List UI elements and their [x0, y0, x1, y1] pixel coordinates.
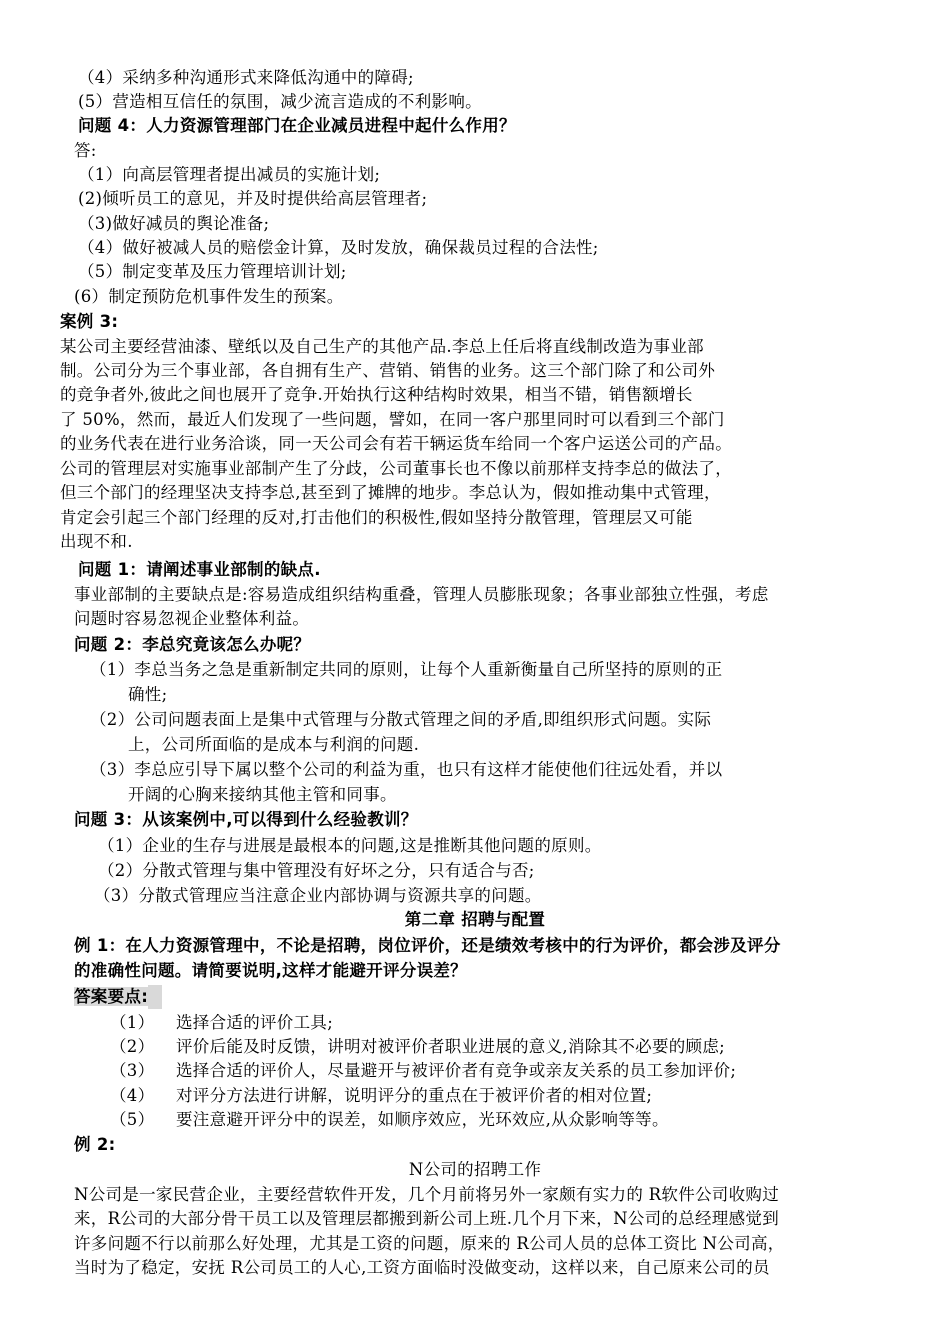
list-number: （5）: [110, 1110, 155, 1129]
text-line: （3)做好减员的舆论准备;: [78, 214, 270, 233]
list-text: 选择合适的评价工具;: [176, 1013, 334, 1032]
text-line: （1）企业的生存与进展是最根本的问题,这是推断其他问题的原则。: [98, 836, 602, 855]
text-line: 上，公司所面临的是成本与利润的问题.: [128, 735, 420, 754]
text-line: （5）制定变革及压力管理培训计划;: [78, 262, 347, 281]
text-line: 事业部制的主要缺点是:容易造成组织结构重叠，管理人员膨胀现象；各事业部独立性强，考虑: [74, 585, 769, 604]
text-line: 了 50%，然而，最近人们发现了一些问题，譬如，在同一客户那里同时可以看到三个部门: [60, 410, 725, 429]
text-line: 确性;: [128, 685, 168, 704]
text-line: 来，R公司的大部分骨干员工以及管理层都搬到新公司上班.几个月下来，N公司的总经理感觉到: [74, 1209, 780, 1228]
list-text: 评价后能及时反馈，讲明对被评价者职业进展的意义,消除其不必要的顾虑;: [176, 1037, 726, 1056]
text-line: 当时为了稳定，安抚 R公司员工的人心,工资方面临时没做变动，这样以来，自己原来公司的员: [74, 1258, 770, 1277]
text-line: （1）李总当务之急是重新制定共同的原则，让每个人重新衡量自己所坚持的原则的正: [90, 660, 723, 679]
answer-points-heading: [74, 985, 162, 1009]
text-line: 出现不和.: [60, 532, 133, 551]
text-line: (5）营造相互信任的氛围，减少流言造成的不利影响。: [78, 92, 482, 111]
text-line: 开阔的心胸来接纳其他主管和同事。: [128, 785, 397, 804]
list-number: （1）: [110, 1013, 155, 1032]
text-line: 答:: [74, 141, 97, 160]
text-line: 但三个部门的经理坚决支持李总,甚至到了摊牌的地步。李总认为，假如推动集中式管理，: [60, 483, 721, 502]
example-heading: 例 2:: [74, 1135, 116, 1154]
question-heading: 问题 4：人力资源管理部门在企业减员进程中起什么作用？: [78, 116, 516, 135]
highlighted-label: 答案要点:: [74, 987, 149, 1006]
text-line: 某公司主要经营油漆、壁纸以及自己生产的其他产品.李总上任后将直线制改造为事业部: [60, 337, 704, 356]
text-line: （4）采纳多种沟通形式来降低沟通中的障碍;: [78, 68, 414, 87]
case-title: N公司的招聘工作: [408, 1160, 542, 1179]
list-number: （2）: [110, 1037, 155, 1056]
chapter-title: 第二章 招聘与配置: [404, 910, 546, 929]
example-heading: 例 1：在人力资源管理中，不论是招聘，岗位评价，还是绩效考核中的行为评价，都会涉及评分: [74, 936, 781, 955]
text-line: （2）公司问题表面上是集中式管理与分散式管理之间的矛盾,即组织形式问题。实际: [90, 710, 712, 729]
question-heading: 问题 2：李总究竟该怎么办呢？: [74, 635, 311, 654]
text-line: 问题时容易忽视企业整体利益。: [74, 609, 310, 628]
text-line: （3）分散式管理应当注意企业内部协调与资源共享的问题。: [94, 886, 542, 905]
question-heading: 问题 1：请阐述事业部制的缺点.: [78, 560, 321, 579]
example-heading: 的准确性问题。请简要说明,这样才能避开评分误差？: [74, 961, 467, 980]
text-line: （3）李总应引导下属以整个公司的利益为重，也只有这样才能使他们往远处看，并以: [90, 760, 723, 779]
text-line: N公司是一家民营企业，主要经营软件开发，几个月前将另外一家颇有实力的 R软件公司收购过: [74, 1185, 780, 1204]
text-line: 的竞争者外,彼此之间也展开了竞争.开始执行这种结构时效果，相当不错，销售额增长: [60, 385, 693, 404]
list-text: 对评分方法进行讲解，说明评分的重点在于被评价者的相对位置;: [176, 1086, 653, 1105]
question-heading: 问题 3：从该案例中,可以得到什么经验教训？: [74, 810, 418, 829]
text-line: 肯定会引起三个部门经理的反对,打击他们的积极性,假如坚持分散管理，管理层又可能: [60, 508, 693, 527]
list-number: （3）: [110, 1061, 155, 1080]
text-line: （2）分散式管理与集中管理没有好坏之分，只有适合与否;: [98, 861, 535, 880]
text-line: （4）做好被减人员的赔偿金计算，及时发放，确保裁员过程的合法性;: [78, 238, 599, 257]
text-line: 制。公司分为三个事业部，各自拥有生产、营销、销售的业务。这三个部门除了和公司外: [60, 361, 716, 380]
text-line: 的业务代表在进行业务洽谈，同一天公司会有若干辆运货车给同一个客户运送公司的产品。: [60, 434, 732, 453]
text-line: （1）向高层管理者提出减员的实施计划;: [78, 165, 381, 184]
list-text: 选择合适的评价人，尽量避开与被评价者有竞争或亲友关系的员工参加评价;: [176, 1061, 737, 1080]
text-line: (2)倾听员工的意见，并及时提供给高层管理者;: [78, 189, 428, 208]
text-line: 许多问题不行以前那么好处理，尤其是工资的问题，原来的 R公司人员的总体工资比 N公司高，: [74, 1234, 785, 1253]
text-line: (6）制定预防危机事件发生的预案。: [74, 287, 344, 306]
text-line: 公司的管理层对实施事业部制产生了分歧，公司董事长也不像以前那样支持李总的做法了，: [60, 459, 732, 478]
list-text: 要注意避开评分中的误差，如顺序效应，光环效应,从众影响等等。: [176, 1110, 669, 1129]
case-heading: 案例 3:: [60, 312, 119, 331]
list-number: （4）: [110, 1086, 155, 1105]
